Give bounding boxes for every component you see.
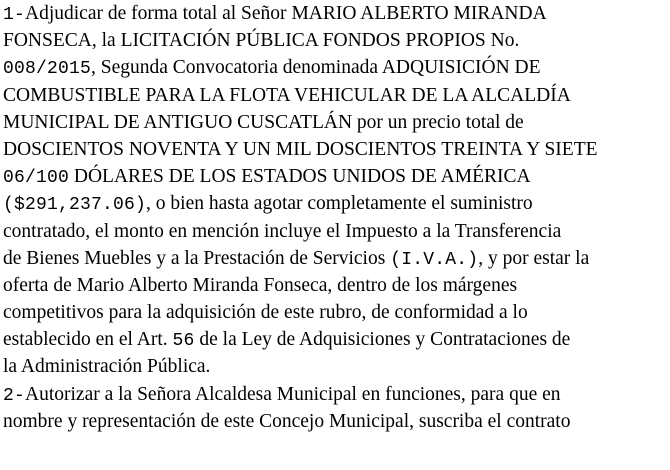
text-line <box>3 381 667 408</box>
text-span: , Segunda Convocatoria denominada <box>91 57 382 79</box>
municipality-name: MUNICIPAL DE ANTIGUO CUSCATLÁN <box>3 111 353 133</box>
text-span: nombre y representación de este Concejo Municipal, suscriba el contrato <box>3 410 571 432</box>
currency-name: DÓLARES DE LOS ESTADOS UNIDOS DE AMÉRICA <box>73 166 531 188</box>
text-line <box>3 163 667 190</box>
text-line <box>3 190 667 217</box>
text-line <box>3 272 667 299</box>
item-number: 1- <box>3 5 26 25</box>
text-line <box>3 0 667 27</box>
tax-abbreviation: (I.V.A.) <box>390 249 479 270</box>
item-number: 2- <box>3 385 26 406</box>
text-span: la Administración Pública. <box>3 356 211 378</box>
article-number: 56 <box>172 331 195 352</box>
text-line <box>3 353 667 380</box>
text-span: , o bien hasta agotar completamente el suministro <box>146 193 533 215</box>
tender-number: 008/2015 <box>3 59 92 80</box>
text-span: Adjudicar de forma total al Señor <box>25 3 292 24</box>
text-span: establecido en el Art. <box>3 329 173 351</box>
text-span: por un precio total de <box>352 111 524 133</box>
text-span: competitivos para la adquisición de este rubro, de conformidad a lo <box>3 302 528 324</box>
text-line <box>3 82 667 109</box>
tender-title: LICITACIÓN PÚBLICA FONDOS PROPIOS No. <box>120 30 520 52</box>
procurement-title: ADQUISICIÓN DE <box>381 57 541 79</box>
text-line <box>3 326 667 353</box>
awardee-surname: FONSECA <box>3 30 92 52</box>
document-page <box>3 0 667 470</box>
text-line <box>3 54 667 81</box>
amount-figure: ($291,237.06) <box>3 195 147 216</box>
text-span: , y por estar la <box>478 247 590 269</box>
text-span: oferta de Mario Alberto Miranda Fonseca, dentro de los márgenes <box>3 274 518 296</box>
procurement-title-cont: COMBUSTIBLE PARA LA FLOTA VEHICULAR DE LA ALCALDÍA <box>3 84 571 106</box>
text-span: de Bienes Muebles y a la Prestación de Servicios <box>3 247 391 269</box>
text-line <box>3 136 667 163</box>
text-span: contratado, el monto en mención incluye el Impuesto a la Transferencia <box>3 220 562 242</box>
text-line <box>3 27 667 54</box>
text-line <box>3 218 667 245</box>
text-line <box>3 109 667 136</box>
text-span: de la Ley de Adquisiciones y Contrataciones de <box>194 329 571 351</box>
text-span: , la <box>91 30 121 52</box>
text-line <box>3 408 667 435</box>
amount-cents: 06/100 <box>3 168 70 189</box>
awardee-name: MARIO ALBERTO MIRANDA <box>291 3 547 24</box>
text-span: Autorizar a la Señora Alcaldesa Municipal en funciones, para que en <box>25 383 561 405</box>
text-line <box>3 299 667 326</box>
text-line <box>3 245 667 272</box>
amount-in-words: DOSCIENTOS NOVENTA Y UN MIL DOSCIENTOS TREINTA Y SIETE <box>3 138 598 160</box>
